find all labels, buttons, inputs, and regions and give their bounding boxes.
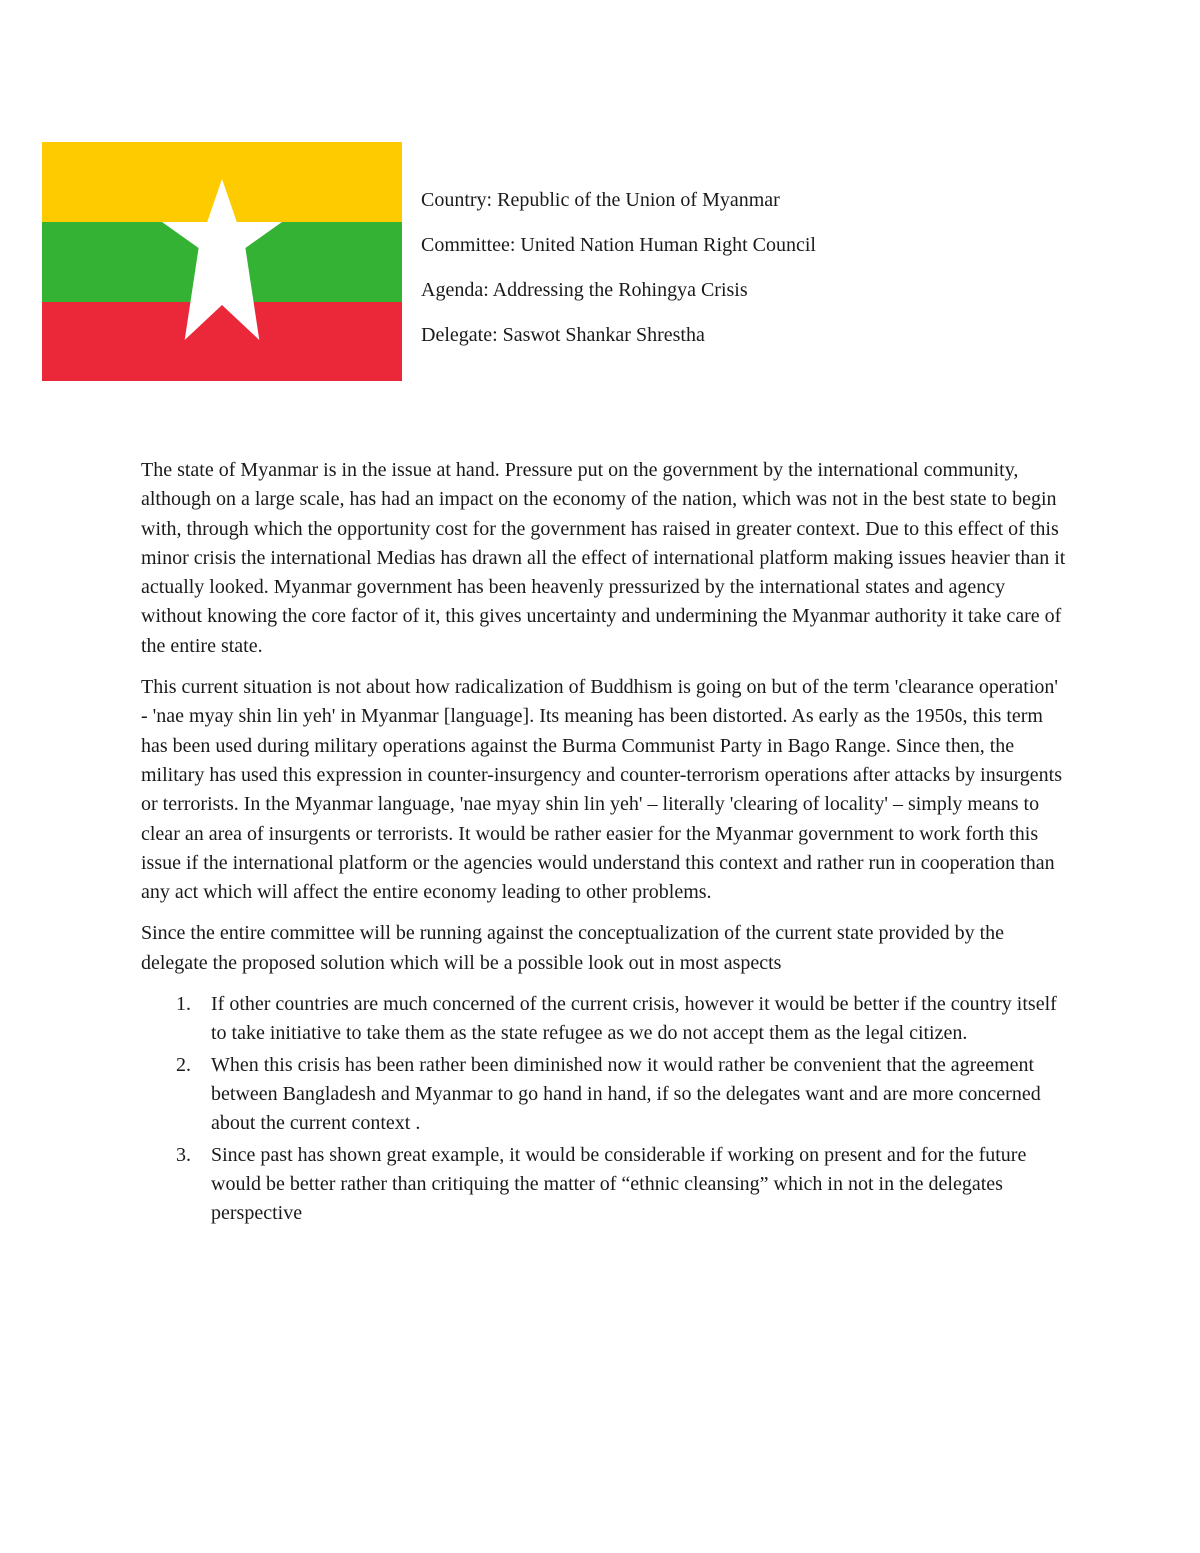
list-item — [141, 1141, 1066, 1229]
paragraph-1: The state of Myanmar is in the issue at hand. Pressure put on the government by the international community, although on a large scale, has had an impact on the economy of the nation, which was not in the best state to begin with, through which the opportunity cost for the government has raised in greater context. Due to this effect of this minor crisis the international Medias has drawn all the effect of international platform making issues heavier than it actually looked. Myanmar government has been heavenly pressurized by the international states and agency without knowing the core factor of it, this gives uncertainty and undermining the Myanmar authority it take care of the entire state. — [141, 459, 1066, 657]
list-item-number: 1. — [176, 993, 191, 1016]
myanmar-flag — [42, 142, 402, 381]
delegate-line: Delegate: Saswot Shankar Shrestha — [421, 324, 705, 346]
document-body — [141, 456, 1066, 1230]
list-item — [141, 990, 1066, 1049]
flag-stripe-red — [42, 302, 402, 381]
list-item-text: Since past has shown great example, it would be considerable if working on present and for the future would be better rather than critiquing the matter of “ethnic cleansing” which in not in the delegates perspective — [211, 1143, 1027, 1225]
list-item — [141, 1051, 1066, 1139]
paragraph-3: Since the entire committee will be running against the conceptualization of the current state provided by the delegate the proposed solution which will be a possible look out in most aspects — [141, 922, 1005, 974]
list-item-text: When this crisis has been rather been diminished now it would rather be convenient that the agreement between Bangladesh and Myanmar to go hand in hand, if so the delegates want and are more concerned about the current context . — [211, 1053, 1041, 1135]
header-info — [421, 185, 816, 365]
list-item-number: 3. — [176, 1143, 191, 1166]
country-line: Country: Republic of the Union of Myanmar — [421, 189, 780, 211]
committee-line: Committee: United Nation Human Right Council — [421, 234, 816, 256]
myanmar-flag-graphic — [42, 142, 402, 381]
list-item-number: 2. — [176, 1053, 191, 1076]
agenda-line: Agenda: Addressing the Rohingya Crisis — [421, 279, 748, 301]
proposed-solutions-list — [141, 990, 1066, 1228]
list-item-text: If other countries are much concerned of the current crisis, however it would be better if the country itself to take initiative to take them as the state refugee as we do not accept them as the legal citizen. — [211, 993, 1057, 1045]
paragraph-2: This current situation is not about how radicalization of Buddhism is going on but of the term 'clearance operation' - 'nae myay shin lin yeh' in Myanmar [language]. Its meaning has been distorted. As early as the 1950s, this term has been used during military operations against the Burma Communist Party in Bago Range. Since then, the military has used this expression in counter-insurgency and counter-terrorism operations after attacks by insurgents or terrorists. In the Myanmar language, 'nae myay shin lin yeh' – literally 'clearing of locality' – simply means to clear an area of insurgents or terrorists. It would be rather easier for the Myanmar government to work forth this issue if the international platform or the agencies would understand this context and rather run in cooperation than any act which will affect the entire economy leading to other problems. — [141, 676, 1062, 904]
